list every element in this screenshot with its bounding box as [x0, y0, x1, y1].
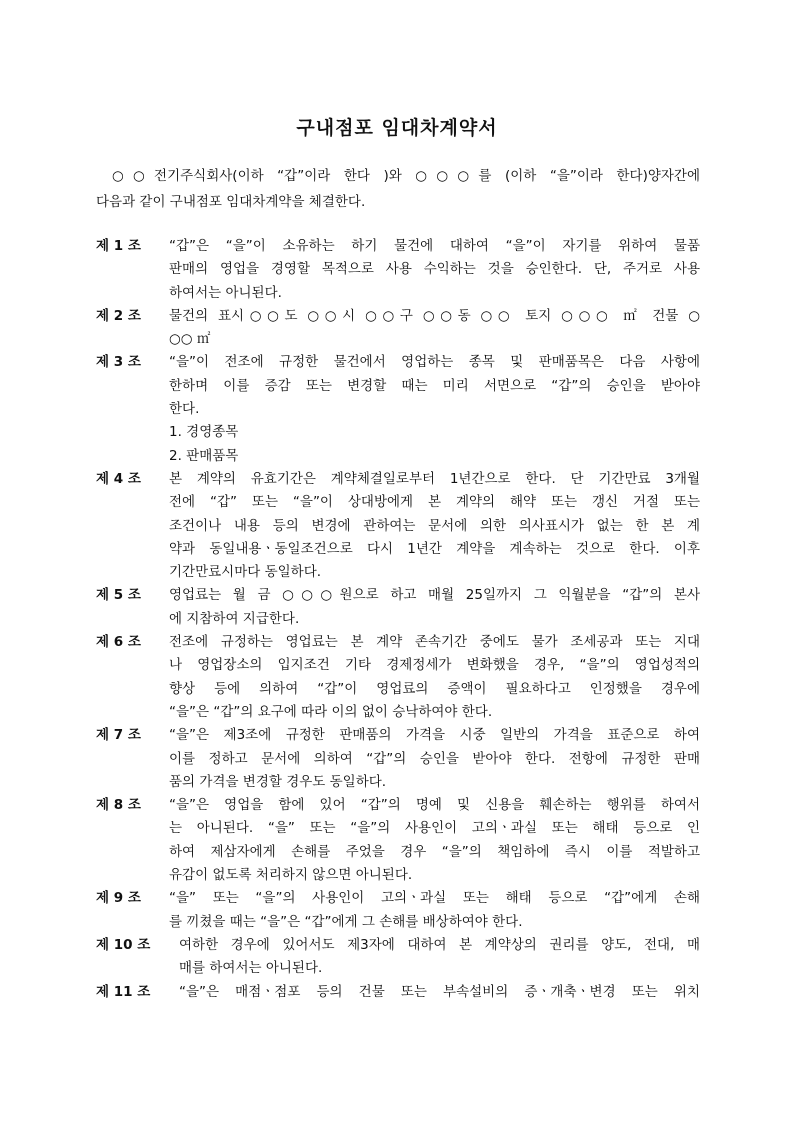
article-label: 제 8 조 — [96, 797, 141, 814]
article-line: 전에 “갑” 또는 “을”이 상대방에게 본 계약의 해약 또는 갱신 거절 또는 — [169, 494, 700, 511]
article-body — [169, 631, 700, 724]
article-line: 물건의 표시○○도 ○○시 ○○구 ○○동 ○○ 토지 ○○○ ㎡ 건물 ○ — [169, 307, 700, 324]
article-10 — [96, 934, 700, 981]
article-line: ○○ ㎡ — [169, 331, 211, 348]
article-label: 제 1 조 — [96, 238, 141, 254]
article-line: “을”이 전조에 규정한 물건에서 영업하는 종목 및 판매품목은 다음 사항에 — [169, 354, 700, 371]
article-line: 한하며 이를 증감 또는 변경할 때는 미리 서면으로 “갑”의 승인을 받아야 — [169, 377, 700, 394]
list-item: 2. 판매품목 — [169, 447, 239, 464]
intro-line: 다음과 같이 구내점포 임대차계약을 체결한다. — [96, 194, 366, 210]
article-body — [169, 584, 700, 631]
article-body — [169, 351, 700, 467]
article-body — [179, 981, 700, 1004]
article-line: 이를 정하고 문서에 의하여 “갑”의 승인을 받아야 한다. 전항에 규정한 판매 — [169, 750, 700, 767]
article-2 — [96, 305, 700, 352]
article-label: 제 10 조 — [96, 936, 151, 953]
article-label: 제 9 조 — [96, 890, 141, 907]
article-line: 향상 등에 의하여 “갑”이 영업료의 증액이 필요하다고 인정했을 경우에 — [169, 680, 700, 697]
article-line: 판매의 영업을 경영할 목적으로 사용 수익하는 것을 승인한다. 단, 주거로 사용 — [169, 261, 700, 278]
article-body — [169, 235, 700, 305]
article-line: 전조에 규정하는 영업료는 본 계약 존속기간 중에도 물가 조세공과 또는 지대 — [169, 634, 700, 651]
article-line: 하여 제삼자에게 손해를 주었을 경우 “을”의 책임하에 즉시 이를 적발하고 — [169, 843, 700, 860]
intro-line: ○○전기주식회사(이하 “갑”이라 한다 )와 ○○○를 (이하 “을”이라 한다)양자간에 — [112, 168, 700, 184]
article-body — [169, 724, 700, 794]
article-label: 제 11 조 — [96, 983, 151, 1000]
article-line: “갑”은 “을”이 소유하는 하기 물건에 대하여 “을”이 자기를 위하여 물품 — [169, 238, 700, 254]
article-line: 여하한 경우에 있어서도 제3자에 대하여 본 계약상의 권리를 양도, 전대, 매 — [179, 936, 700, 953]
article-line: 나 영업장소의 입지조건 기타 경제정세가 변화했을 경우, “을”의 영업성적의 — [169, 657, 700, 674]
article-label: 제 3 조 — [96, 354, 141, 371]
article-line: 품의 가격을 변경할 경우도 동일하다. — [169, 773, 387, 790]
article-body — [169, 794, 700, 887]
article-line: “을”은 제3조에 규정한 판매품의 가격을 시중 일반의 가격을 표준으로 하여 — [169, 727, 700, 744]
article-label: 제 5 조 — [96, 587, 141, 604]
article-line: 매를 하여서는 아니된다. — [179, 960, 323, 977]
article-line: 에 지참하여 지급한다. — [169, 610, 300, 627]
article-line: 영업료는 월 금 ○○○원으로 하고 매월 25일까지 그 익월분을 “갑”의 본사 — [169, 587, 700, 604]
article-body — [179, 934, 700, 981]
article-body — [169, 887, 700, 934]
article-line: “을” 또는 “을”의 사용인이 고의ㆍ과실 또는 해태 등으로 “갑”에게 손해 — [169, 890, 700, 907]
article-line: 한다. — [169, 401, 200, 418]
article-label: 제 2 조 — [96, 307, 141, 324]
article-line: 유감이 없도록 처리하지 않으면 아니된다. — [169, 867, 413, 884]
article-line: 는 아니된다. “을” 또는 “을”의 사용인이 고의ㆍ과실 또는 해태 등으로 인 — [169, 820, 700, 837]
article-line: 를 끼쳤을 때는 “을”은 “갑”에게 그 손해를 배상하여야 한다. — [169, 913, 523, 930]
article-3 — [96, 351, 700, 467]
article-1 — [96, 235, 700, 305]
article-5 — [96, 584, 700, 631]
article-6 — [96, 631, 700, 724]
article-list — [96, 235, 700, 1004]
list-item: 1. 경영종목 — [169, 424, 239, 441]
article-line: 약과 동일내용ㆍ동일조건으로 다시 1년간 계약을 계속하는 것으로 한다. 이후 — [169, 540, 700, 557]
article-line: 기간만료시마다 동일하다. — [169, 564, 322, 581]
article-4 — [96, 468, 700, 584]
article-label: 제 6 조 — [96, 634, 141, 651]
article-line: 본 계약의 유효기간은 계약체결일로부터 1년간으로 한다. 단 기간만료 3개월 — [169, 470, 700, 487]
article-body — [169, 468, 700, 584]
article-label: 제 4 조 — [96, 470, 141, 487]
article-line: “을”은 영업을 함에 있어 “갑”의 명예 및 신용을 훼손하는 행위를 하여서 — [169, 797, 700, 814]
article-line: 하여서는 아니된다. — [169, 284, 282, 301]
article-line: 조건이나 내용 등의 변경에 관하여는 문서에 의한 의사표시가 없는 한 본 계 — [169, 517, 700, 534]
article-9 — [96, 887, 700, 934]
article-11 — [96, 981, 700, 1004]
article-line: “을”은 “갑”의 요구에 따라 이의 없이 승낙하여야 한다. — [169, 703, 493, 720]
document-title: 구내점포 임대차계약서 — [296, 117, 498, 139]
article-line: “을”은 매점ㆍ점포 등의 건물 또는 부속설비의 증ㆍ개축ㆍ변경 또는 위치 — [179, 983, 700, 1000]
intro-paragraph — [96, 163, 700, 215]
article-label: 제 7 조 — [96, 727, 141, 744]
article-8 — [96, 794, 700, 887]
article-body — [169, 305, 700, 352]
article-7 — [96, 724, 700, 794]
